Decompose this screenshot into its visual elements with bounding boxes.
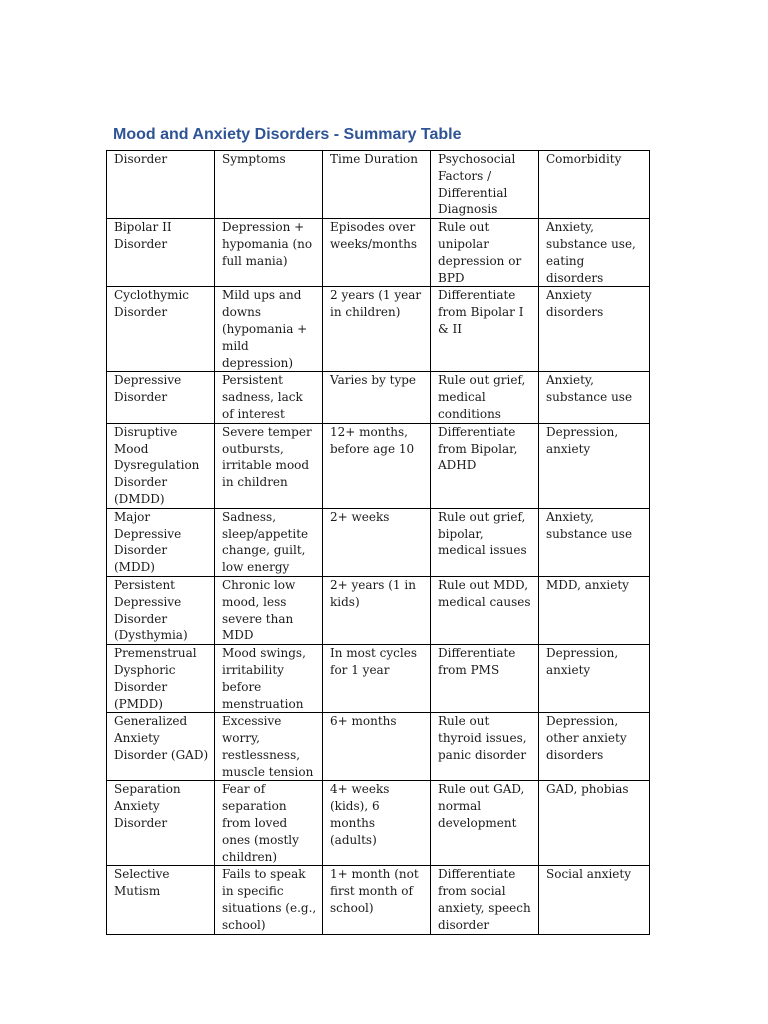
table-row: [107, 423, 650, 508]
cell-comorbidity: Depression, anxiety: [539, 645, 650, 713]
table-row: [107, 576, 650, 644]
table-row: [107, 713, 650, 781]
table-row: [107, 219, 650, 287]
cell-comorbidity: GAD, phobias: [539, 781, 650, 866]
cell-time-duration: Varies by type: [323, 372, 431, 423]
cell-psychosocial: Differentiate from Bipolar, ADHD: [431, 423, 539, 508]
cell-comorbidity: Anxiety, substance use: [539, 508, 650, 576]
cell-symptoms: Depression + hypomania (no full mania): [215, 219, 323, 287]
cell-psychosocial: Rule out MDD, medical causes: [431, 576, 539, 644]
cell-disorder: Bipolar II Disorder: [107, 219, 215, 287]
cell-time-duration: 12+ months, before age 10: [323, 423, 431, 508]
cell-disorder: Selective Mutism: [107, 866, 215, 934]
cell-symptoms: Mood swings, irritability before menstruation: [215, 645, 323, 713]
cell-symptoms: Severe temper outbursts, irritable mood in children: [215, 423, 323, 508]
cell-comorbidity: Social anxiety: [539, 866, 650, 934]
cell-psychosocial: Differentiate from PMS: [431, 645, 539, 713]
cell-disorder: Persistent Depressive Disorder (Dysthymia): [107, 576, 215, 644]
cell-time-duration: 2 years (1 year in children): [323, 287, 431, 372]
cell-symptoms: Sadness, sleep/appetite change, guilt, low energy: [215, 508, 323, 576]
cell-time-duration: 2+ weeks: [323, 508, 431, 576]
cell-time-duration: 4+ weeks (kids), 6 months (adults): [323, 781, 431, 866]
header-psychosocial-factors: Psychosocial Factors / Differential Diagnosis: [431, 151, 539, 219]
cell-psychosocial: Differentiate from Bipolar I & II: [431, 287, 539, 372]
cell-time-duration: 2+ years (1 in kids): [323, 576, 431, 644]
cell-psychosocial: Rule out thyroid issues, panic disorder: [431, 713, 539, 781]
cell-comorbidity: Depression, anxiety: [539, 423, 650, 508]
cell-psychosocial: Rule out GAD, normal development: [431, 781, 539, 866]
cell-disorder: Premenstrual Dysphoric Disorder (PMDD): [107, 645, 215, 713]
cell-disorder: Cyclothymic Disorder: [107, 287, 215, 372]
table-row: [107, 781, 650, 866]
cell-psychosocial: Rule out grief, bipolar, medical issues: [431, 508, 539, 576]
table-row: [107, 866, 650, 934]
cell-disorder: Generalized Anxiety Disorder (GAD): [107, 713, 215, 781]
cell-symptoms: Chronic low mood, less severe than MDD: [215, 576, 323, 644]
cell-symptoms: Fails to speak in specific situations (e.g., school): [215, 866, 323, 934]
cell-disorder: Depressive Disorder: [107, 372, 215, 423]
cell-comorbidity: Anxiety disorders: [539, 287, 650, 372]
header-symptoms: Symptoms: [215, 151, 323, 219]
cell-disorder: Separation Anxiety Disorder: [107, 781, 215, 866]
cell-time-duration: Episodes over weeks/months: [323, 219, 431, 287]
cell-comorbidity: Anxiety, substance use: [539, 372, 650, 423]
table-row: [107, 645, 650, 713]
summary-table: [106, 150, 650, 935]
cell-comorbidity: MDD, anxiety: [539, 576, 650, 644]
cell-disorder: Major Depressive Disorder (MDD): [107, 508, 215, 576]
cell-comorbidity: Anxiety, substance use, eating disorders: [539, 219, 650, 287]
cell-time-duration: In most cycles for 1 year: [323, 645, 431, 713]
table-row: [107, 287, 650, 372]
cell-time-duration: 6+ months: [323, 713, 431, 781]
table-row: [107, 508, 650, 576]
header-comorbidity: Comorbidity: [539, 151, 650, 219]
header-disorder: Disorder: [107, 151, 215, 219]
cell-time-duration: 1+ month (not first month of school): [323, 866, 431, 934]
cell-symptoms: Fear of separation from loved ones (mostly children): [215, 781, 323, 866]
cell-symptoms: Excessive worry, restlessness, muscle tension: [215, 713, 323, 781]
cell-psychosocial: Rule out unipolar depression or BPD: [431, 219, 539, 287]
table-header-row: [107, 151, 650, 219]
document-title: Mood and Anxiety Disorders - Summary Table: [113, 126, 462, 143]
cell-psychosocial: Differentiate from social anxiety, speech disorder: [431, 866, 539, 934]
header-time-duration: Time Duration: [323, 151, 431, 219]
cell-symptoms: Persistent sadness, lack of interest: [215, 372, 323, 423]
table-row: [107, 372, 650, 423]
cell-symptoms: Mild ups and downs (hypomania + mild depression): [215, 287, 323, 372]
cell-disorder: Disruptive Mood Dysregulation Disorder (DMDD): [107, 423, 215, 508]
cell-psychosocial: Rule out grief, medical conditions: [431, 372, 539, 423]
cell-comorbidity: Depression, other anxiety disorders: [539, 713, 650, 781]
